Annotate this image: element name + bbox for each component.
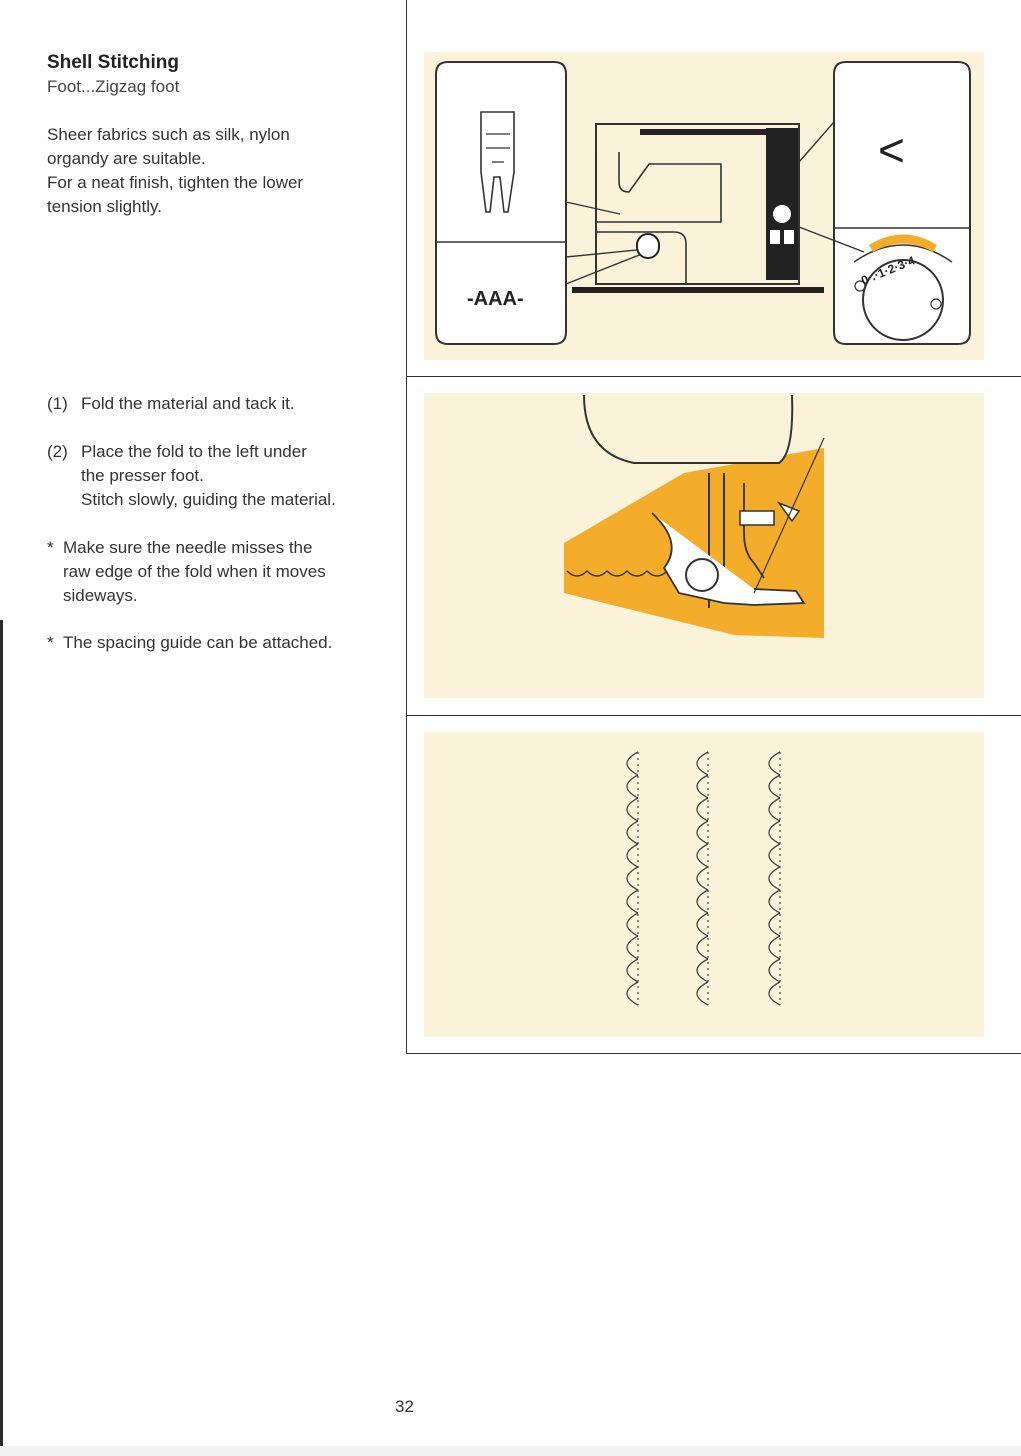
bobbin-icon [637,234,659,258]
step-number: (1) [47,394,68,413]
figure-divider [406,715,1021,716]
foot-label: Foot...Zigzag foot [47,77,180,96]
note-1 [47,536,382,608]
figure-stitch-sample [424,732,984,1037]
step-number: (2) [47,442,68,461]
figure-sewing [424,393,984,698]
figure-machine-settings [424,52,984,360]
note-text: Make sure the needle misses the [63,538,313,557]
intro-line: organdy are suitable. [47,149,206,168]
page-number: 32 [395,1397,414,1416]
intro-line: For a neat finish, tighten the lower [47,173,304,192]
shell-stitch-column [697,752,708,1005]
selector-mark: < [878,124,905,176]
note-text: raw edge of the fold when it moves [63,562,326,581]
note-text: sideways. [63,586,138,605]
sewing-illustration [424,393,984,698]
shell-stitch-column [627,752,638,1005]
pattern-selector-knob [773,205,791,223]
page-edge-shadow [0,620,3,1456]
stitch-sample-illustration [424,732,984,1037]
column-divider [406,0,407,1054]
note-2 [47,631,382,655]
figure-divider [406,376,1021,377]
step-text: Stitch slowly, guiding the material. [81,490,336,509]
intro-line: Sheer fabrics such as silk, nylon [47,125,290,144]
step-1 [47,392,382,416]
figure-divider [406,1053,1021,1054]
scan-edge [0,1446,1021,1456]
intro-line: tension slightly. [47,197,162,216]
note-text: The spacing guide can be attached. [63,633,333,652]
pattern-mark: -AAA- [467,288,524,310]
note-asterisk: * [47,633,54,652]
step-text: Fold the material and tack it. [81,394,295,413]
intro-paragraph [47,123,382,219]
step-text: the presser foot. [81,466,204,485]
machine-head-icon [584,395,792,463]
fabric-fold-icon [564,448,824,638]
step-2 [47,440,382,512]
machine-settings-illustration [424,52,984,360]
note-asterisk: * [47,538,54,557]
shell-stitch-column [769,752,780,1005]
step-text: Place the fold to the left under [81,442,307,461]
section-title: Shell Stitching [47,52,179,73]
dial-scale: 0·.·1·2·3·4 [859,253,917,288]
control-panel-icon [766,128,798,280]
